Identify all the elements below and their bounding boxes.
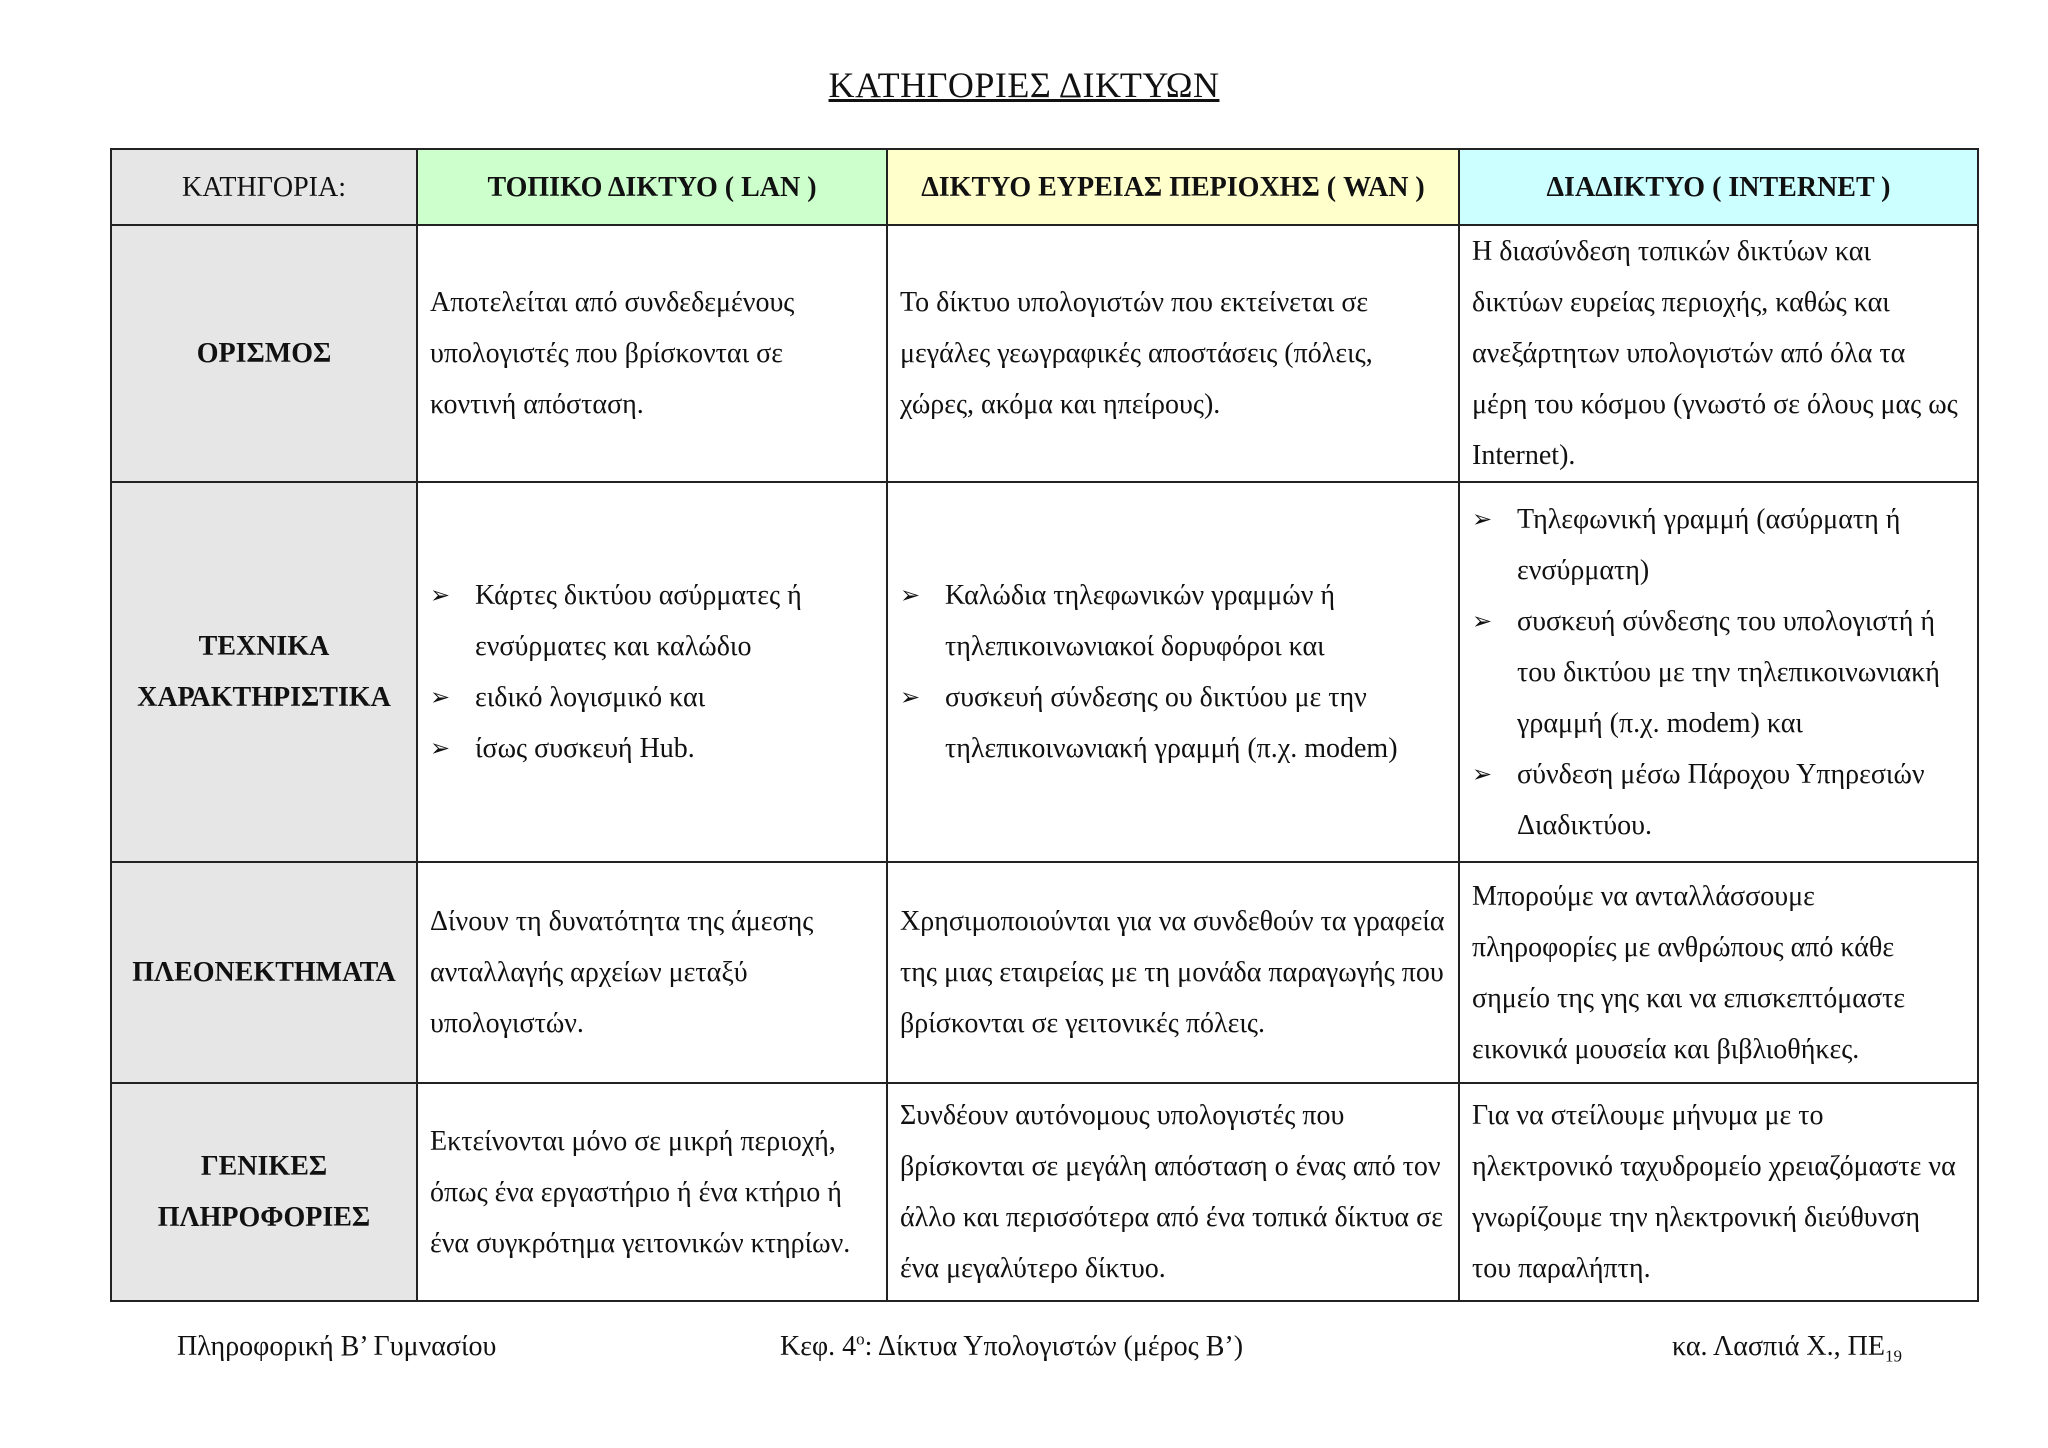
cell-general-lan: Εκτείνονται μόνο σε μικρή περιοχή, όπως ένα εργαστήριο ή ένα κτήριο ή ένα συγκρότημα γειτονικών κτηρίων. — [417, 1083, 887, 1301]
table-row-advantages — [111, 862, 1978, 1083]
list-item: ➢ συσκευή σύνδεσης ου δικτύου με την τηλεπικοινωνιακή γραμμή (π.χ. modem) — [900, 672, 1446, 774]
footer-author: κα. Λασπιά Χ., $\Pi E_{19}$ — [1672, 1331, 1902, 1366]
header-category: ΚΑΤΗΓΟΡΙΑ: — [111, 149, 417, 225]
cell-advantages-wan: Χρησιμοποιούνται για να συνδεθούν τα γραφεία της μιας εταιρείας με τη μονάδα παραγωγής που βρίσκονται σε γειτονικές πόλεις. — [887, 862, 1459, 1083]
row-label-general — [111, 1083, 417, 1301]
arrow-bullet-icon: ➢ — [430, 734, 451, 762]
header-row — [111, 149, 1978, 225]
arrow-bullet-icon: ➢ — [1472, 759, 1493, 788]
bullet-list — [900, 570, 1446, 774]
header-wan: ΔΙΚΤΥΟ ΕΥΡΕΙΑΣ ΠΕΡΙΟΧΗΣ ( WAN ) — [887, 149, 1459, 225]
arrow-bullet-icon: ➢ — [430, 581, 451, 609]
cell-definition-internet: Η διασύνδεση τοπικών δικτύων και δικτύων ευρείας περιοχής, καθώς και ανεξάρτητων υπολογιστών από όλα τα μέρη του κόσμου (γνωστό σε όλους μας ως Internet). — [1459, 225, 1978, 482]
list-item: ➢ Καλώδια τηλεφωνικών γραμμών ή τηλεπικοινωνιακοί δορυφόροι και — [900, 570, 1446, 672]
arrow-bullet-icon: ➢ — [900, 581, 921, 609]
cell-technical-wan — [887, 482, 1459, 862]
cell-advantages-internet: Μπορούμε να ανταλλάσσουμε πληροφορίες με ανθρώπους από κάθε σημείο της γης και να επισκεπτόμαστε εικονικά μουσεία και βιβλιοθήκες. — [1459, 862, 1978, 1083]
cell-technical-internet — [1459, 482, 1978, 862]
row-label-technical-line2: ΧΑΡΑΚΤΗΡΙΣΤΙΚΑ — [137, 682, 391, 713]
cell-advantages-lan: Δίνουν τη δυνατότητα της άμεσης ανταλλαγής αρχείων μεταξύ υπολογιστών. — [417, 862, 887, 1083]
row-label-definition: ΟΡΙΣΜΟΣ — [111, 225, 417, 482]
row-label-technical — [111, 482, 417, 862]
arrow-bullet-icon: ➢ — [430, 683, 451, 711]
footer-course: Πληροφορική Β’ Γυμνασίου — [177, 1331, 497, 1362]
cell-technical-lan — [417, 482, 887, 862]
arrow-bullet-icon: ➢ — [1472, 504, 1493, 533]
list-item: ➢ ίσως συσκευή Hub. — [430, 723, 874, 774]
arrow-bullet-icon: ➢ — [1472, 606, 1493, 635]
row-label-technical-line1: ΤΕΧΝΙΚΑ — [198, 631, 330, 662]
header-internet: ΔΙΑΔΙΚΤΥΟ ( INTERNET ) — [1459, 149, 1978, 225]
cell-general-wan: Συνδέουν αυτόνομους υπολογιστές που βρίσκονται σε μεγάλη απόσταση ο ένας από τον άλλο και περισσότερα από ένα τοπικά δίκτυα σε ένα μεγαλύτερο δίκτυο. — [887, 1083, 1459, 1301]
footer-chapter: Κεφ. $4^o$: Δίκτυα Υπολογιστών (μέρος Β’) — [780, 1329, 1244, 1362]
bullet-list — [430, 570, 874, 774]
list-item: ➢ ειδικό λογισμικό και — [430, 672, 874, 723]
row-label-general-line2: ΠΛΗΡΟΦΟΡΙΕΣ — [157, 1202, 371, 1233]
arrow-bullet-icon: ➢ — [900, 683, 921, 711]
cell-general-internet: Για να στείλουμε μήνυμα με το ηλεκτρονικό ταχυδρομείο χρειαζόμαστε να γνωρίζουμε την ηλεκτρονική διεύθυνση του παραλήπτη. — [1459, 1083, 1978, 1301]
table-row-technical — [111, 482, 1978, 862]
network-categories-table — [110, 148, 1979, 1302]
list-item: ➢ σύνδεση μέσω Πάροχου Υπηρεσιών Διαδικτύου. — [1472, 749, 1965, 851]
row-label-general-line1: ΓΕΝΙΚΕΣ — [200, 1151, 328, 1182]
cell-definition-lan: Αποτελείται από συνδεδεμένους υπολογιστές που βρίσκονται σε κοντινή απόσταση. — [417, 225, 887, 482]
bullet-list — [1472, 494, 1965, 851]
page-title: ΚΑΤΗΓΟΡΙΕΣ ΔΙΚΤΥΩΝ — [828, 65, 1220, 105]
table-row-general — [111, 1083, 1978, 1301]
table-row-definition — [111, 225, 1978, 482]
list-item: ➢ Τηλεφωνική γραμμή (ασύρματη ή ενσύρματη) — [1472, 494, 1965, 596]
cell-definition-wan: Το δίκτυο υπολογιστών που εκτείνεται σε μεγάλες γεωγραφικές αποστάσεις (πόλεις, χώρες, ακόμα και ηπείρους). — [887, 225, 1459, 482]
list-item: ➢ συσκευή σύνδεσης του υπολογιστή ή του δικτύου με την τηλεπικοινωνιακή γραμμή (π.χ. modem) και — [1472, 596, 1965, 749]
list-item: ➢ Κάρτες δικτύου ασύρματες ή ενσύρματες και καλώδιο — [430, 570, 874, 672]
header-lan: ΤΟΠΙΚΟ ΔΙΚΤΥΟ ( LAN ) — [417, 149, 887, 225]
row-label-advantages: ΠΛΕΟΝΕΚΤΗΜΑΤΑ — [111, 862, 417, 1083]
